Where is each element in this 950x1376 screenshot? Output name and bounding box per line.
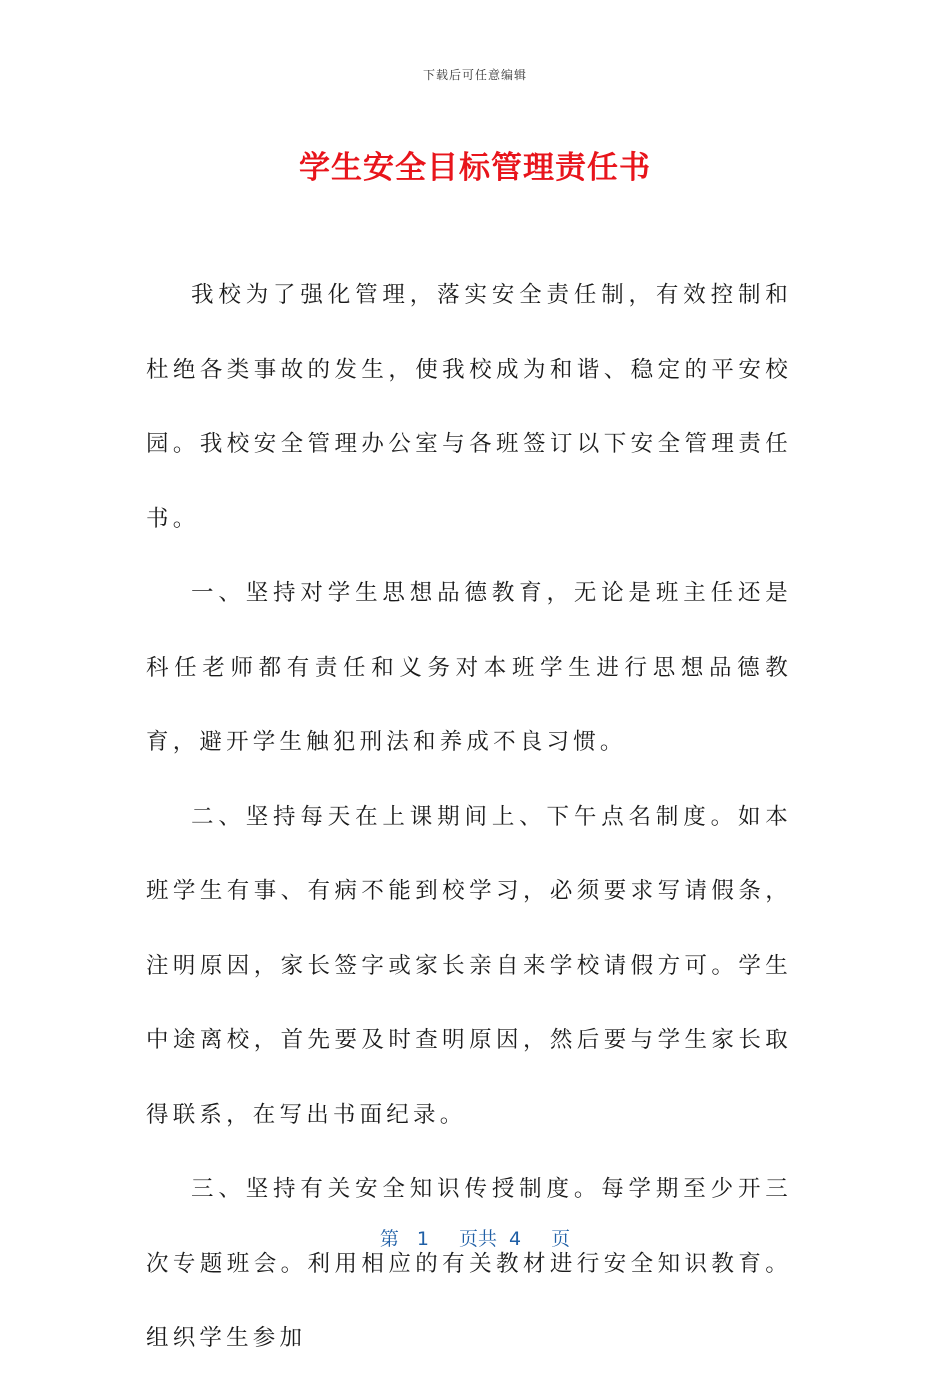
document-body	[146, 258, 792, 1376]
page-current: 1	[416, 1228, 429, 1250]
page-footer	[0, 1224, 950, 1251]
paragraph-item-1: 一、坚持对学生思想品德教育，无论是班主任还是科任老师都有责任和义务对本班学生进行思想品德教育，避开学生触犯刑法和养成不良习惯。	[146, 580, 792, 755]
page-suffix: 页	[551, 1228, 571, 1250]
page-total: 4	[509, 1228, 522, 1250]
page-mid: 页共	[458, 1228, 497, 1250]
paragraph-item-2: 二、坚持每天在上课期间上、下午点名制度。如本班学生有事、有病不能到校学习，必须要求写请假条，注明原因，家长签字或家长亲自来学校请假方可。学生中途离校，首先要及时查明原因，然后要与学生家长取得联系，在写出书面纪录。	[146, 803, 792, 1128]
document-title: 学生安全目标管理责任书	[299, 150, 651, 186]
page-prefix: 第	[379, 1228, 399, 1250]
header-note: 下载后可任意编辑	[422, 68, 527, 82]
paragraph-item-3: 三、坚持有关安全知识传授制度。每学期至少开三次专题班会。利用相应的有关教材进行安全知识教育。组织学生参加	[146, 1176, 792, 1351]
paragraph-intro: 我校为了强化管理，落实安全责任制，有效控制和杜绝各类事故的发生，使我校成为和谐、稳定的平安校园。我校安全管理办公室与各班签订以下安全管理责任书。	[146, 282, 792, 532]
